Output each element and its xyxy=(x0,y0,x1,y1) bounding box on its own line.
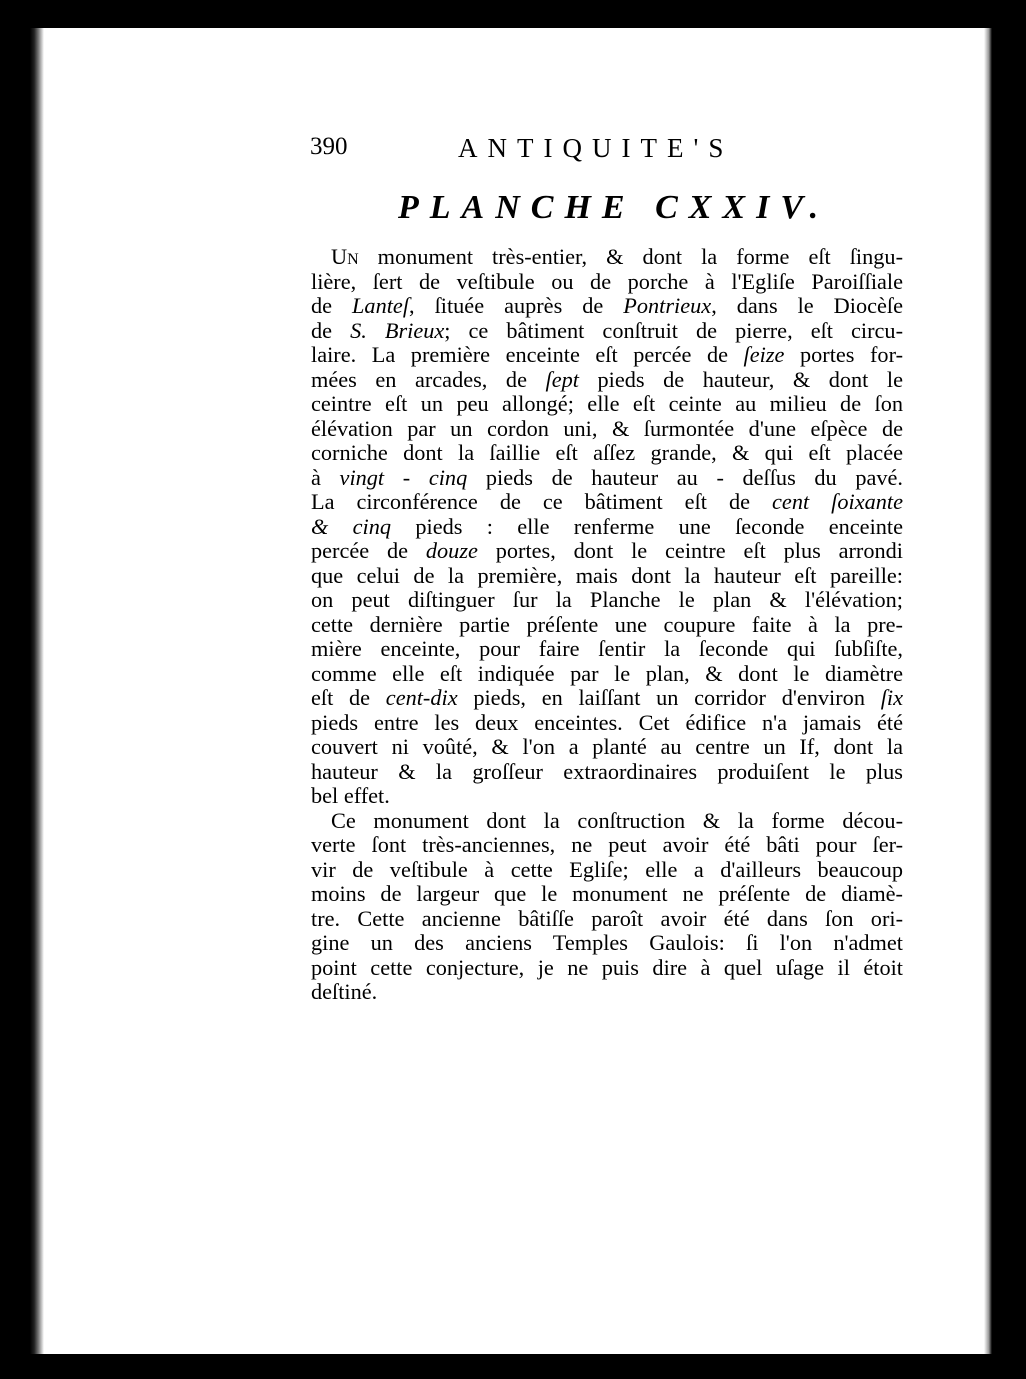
text-run: pieds : elle renferme une ſeconde enceinte xyxy=(391,514,903,539)
text-line xyxy=(311,343,903,368)
text-run: monument très-entier, & dont la forme eſt ſingu- xyxy=(358,245,903,269)
text-line xyxy=(311,956,903,981)
page-edge-shadow xyxy=(984,28,992,1354)
text-run: moins de largeur que le monument ne préſente de diamè- xyxy=(311,882,903,906)
text-run: verte ſont très-anciennes, ne peut avoir été bâti pour ſer- xyxy=(311,833,903,857)
text-line xyxy=(311,270,903,295)
text-run: corniche dont la ſaillie eſt aſſez grande, & qui eſt placée xyxy=(311,441,903,465)
text-line xyxy=(311,466,903,491)
text-line xyxy=(311,760,903,785)
text-run: bel effet. xyxy=(311,784,390,808)
text-line xyxy=(311,588,903,613)
text-run: on peut diſtinguer ſur la Planche le plan & l'élévation; xyxy=(311,588,903,612)
text-line xyxy=(311,858,903,883)
text-line xyxy=(311,417,903,442)
text-run: pieds de hauteur, & dont le xyxy=(578,367,903,392)
text-line xyxy=(311,882,903,907)
text-run: pieds entre les deux enceintes. Cet édifice n'a jamais été xyxy=(311,710,903,735)
text-run: de xyxy=(311,294,353,318)
text-line xyxy=(311,294,903,319)
text-run: comme elle eſt indiquée par le plan, & dont le diamètre xyxy=(311,661,903,686)
text-line xyxy=(311,319,903,344)
text-line xyxy=(311,637,903,662)
text-line xyxy=(311,564,903,589)
text-run: portes, dont le ceintre eſt plus arrondi xyxy=(477,539,903,563)
text-line xyxy=(311,907,903,932)
text-line xyxy=(311,980,903,1005)
italic-text: S. Brieux xyxy=(350,318,445,343)
italic-text: cent ſoixante xyxy=(772,490,903,514)
italic-text: & cinq xyxy=(311,514,392,539)
italic-text: Pontrieux xyxy=(623,294,712,318)
text-run: tre. Cette ancienne bâtiſſe paroît avoir été dans ſon ori- xyxy=(311,906,903,931)
text-run: mées en arcades, de xyxy=(311,367,546,392)
text-run: couvert ni voûté, & l'on a planté au centre un If, dont la xyxy=(311,735,903,759)
text-line xyxy=(311,441,903,466)
text-run: vir de veſtibule à cette Egliſe; elle a d'ailleurs beaucoup xyxy=(311,857,903,882)
text-run: Ce monument dont la conſtruction & la forme décou- xyxy=(331,808,903,833)
initial-capital: UN xyxy=(331,245,359,269)
text-run: gine un des anciens Temples Gaulois: ſi l'on n'admet xyxy=(311,931,903,955)
text-run: portes for- xyxy=(784,343,903,367)
text-line xyxy=(311,368,903,393)
text-run: de xyxy=(311,318,351,343)
italic-text: ſept xyxy=(545,367,579,392)
text-line xyxy=(311,784,903,809)
page-binding-shadow xyxy=(30,28,44,1354)
text-run: percée de xyxy=(311,539,426,563)
text-line xyxy=(311,833,903,858)
text-run: deſtiné. xyxy=(311,980,378,1004)
text-line xyxy=(311,613,903,638)
running-title: ANTIQUITE'S xyxy=(458,133,734,163)
text-line xyxy=(311,809,903,834)
text-line xyxy=(311,711,903,736)
text-run: ; ce bâtiment conſtruit de pierre, eſt circu- xyxy=(444,318,903,343)
italic-text: vingt - cinq xyxy=(339,465,468,490)
text-run: hauteur & la groſſeur extraordinaires produiſent le plus xyxy=(311,759,903,784)
text-run: que celui de la première, mais dont la hauteur eſt pareille: xyxy=(311,563,903,588)
text-run: lière, ſert de veſtibule ou de porche à l'Egliſe Paroiſſiale xyxy=(311,269,903,294)
text-run: eſt de xyxy=(311,686,386,710)
italic-text: cent-dix xyxy=(385,686,458,710)
text-line xyxy=(311,392,903,417)
text-run: pieds de hauteur au - deſſus du pavé. xyxy=(467,465,903,490)
text-run: mière enceinte, pour faire ſentir la ſeconde qui ſubſiſte, xyxy=(311,637,903,661)
page-header xyxy=(310,133,750,173)
text-line xyxy=(311,735,903,760)
text-line xyxy=(311,539,903,564)
text-run: pieds, en laiſſant un corridor d'environ xyxy=(457,686,881,710)
text-run: laire. La première enceinte eſt percée de xyxy=(311,343,744,367)
italic-text: ſix xyxy=(880,686,903,710)
italic-text: douze xyxy=(425,539,478,563)
text-run: , ſituée auprès de xyxy=(409,294,624,318)
text-line xyxy=(311,490,903,515)
text-run: élévation par un cordon uni, & ſurmontée d'une eſpèce de xyxy=(311,416,903,441)
text-run: La circonférence de ce bâtiment eſt de xyxy=(311,490,773,514)
italic-text: Lanteſ xyxy=(352,294,410,318)
text-run: à xyxy=(311,465,340,490)
text-line xyxy=(311,515,903,540)
page-number: 390 xyxy=(310,133,348,160)
text-line xyxy=(311,662,903,687)
text-run: cette dernière partie préſente une coupure faite à la pre- xyxy=(311,612,903,637)
text-line xyxy=(311,245,903,270)
plate-title: PLANCHE CXXIV. xyxy=(398,189,830,226)
text-line xyxy=(311,931,903,956)
text-line xyxy=(311,686,903,711)
text-run: ceintre eſt un peu allongé; elle eſt ceinte au milieu de ſon xyxy=(311,392,903,416)
text-run: point cette conjecture, je ne puis dire à quel uſage il étoit xyxy=(311,955,903,980)
text-run: , dans le Diocèſe xyxy=(711,294,903,318)
italic-text: ſeize xyxy=(743,343,785,367)
body-text xyxy=(311,245,903,1005)
